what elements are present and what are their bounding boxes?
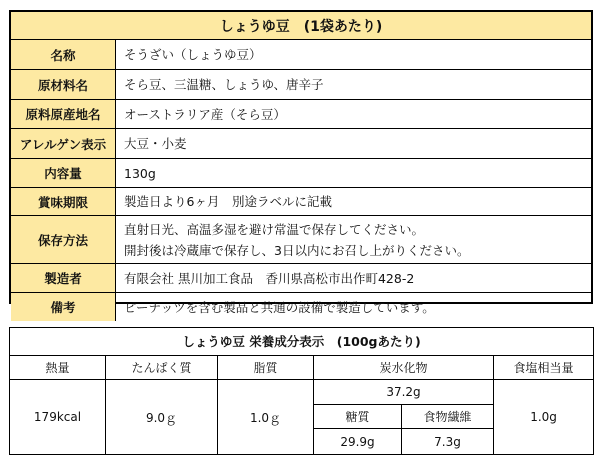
info-value: 製造日より6ヶ月 別途ラベルに記載: [124, 194, 332, 209]
fat-value: 1.0ｇ: [218, 380, 314, 455]
info-row-manufacturer: [11, 264, 591, 293]
protein-value: 9.0ｇ: [106, 380, 218, 455]
info-row-allergen: [11, 129, 591, 159]
sugar-header: 糖質: [314, 404, 402, 429]
salt-header: 食塩相当量: [494, 355, 594, 380]
info-row-content: [11, 159, 591, 188]
nutrition-title: しょうゆ豆 栄養成分表示 (100gあたり): [10, 328, 594, 356]
energy-value: 179kcal: [10, 380, 106, 455]
info-label: 賞味期限: [11, 188, 116, 215]
info-row-ingredients: [11, 70, 591, 100]
info-label: アレルゲン表示: [11, 129, 116, 158]
info-row-storage: [11, 216, 591, 264]
info-value: 有限会社 黒川加工食品 香川県高松市出作町428-2: [124, 270, 415, 286]
fiber-header: 食物繊維: [402, 404, 494, 429]
info-value: 大豆・小麦: [124, 136, 187, 151]
info-label: 原材料名: [11, 70, 116, 99]
info-label: 内容量: [11, 159, 116, 187]
info-label: 名称: [11, 40, 116, 69]
info-value: ピーナッツを含む製品と共通の設備で製造しています。: [124, 299, 435, 315]
info-row-name: [11, 40, 591, 70]
protein-header: たんぱく質: [106, 355, 218, 380]
fiber-value: 7.3g: [402, 429, 494, 455]
info-value: オーストラリア産（そら豆）: [124, 106, 286, 122]
info-value: そうざい（しょうゆ豆）: [124, 47, 262, 62]
info-value: 130g: [124, 165, 156, 181]
info-label: 製造者: [11, 264, 116, 292]
info-label: 原料原産地名: [11, 100, 116, 128]
info-row-origin: [11, 100, 591, 129]
info-row-remarks: [11, 293, 591, 321]
sugar-value: 29.9g: [314, 429, 402, 455]
nutrition-table: [9, 327, 594, 455]
carbs-value: 37.2g: [314, 380, 494, 405]
info-value: 直射日光、高温多湿を避け常温で保存してください。 開封後は冷蔵庫で保存し、3日以内にお召し上がりください。: [124, 221, 470, 258]
info-row-expiry: [11, 188, 591, 216]
info-label: 備考: [11, 293, 116, 321]
info-label: 保存方法: [11, 216, 116, 263]
nutrition-header-row: [10, 355, 594, 380]
salt-value: 1.0g: [494, 380, 594, 455]
energy-header: 熱量: [10, 355, 106, 380]
product-info-title: しょうゆ豆 (1袋あたり): [11, 12, 591, 40]
product-info-table: [9, 10, 593, 315]
info-value: そら豆、三温糖、しょうゆ、唐辛子: [124, 77, 324, 92]
fat-header: 脂質: [218, 355, 314, 380]
carbs-header: 炭水化物: [314, 355, 494, 380]
